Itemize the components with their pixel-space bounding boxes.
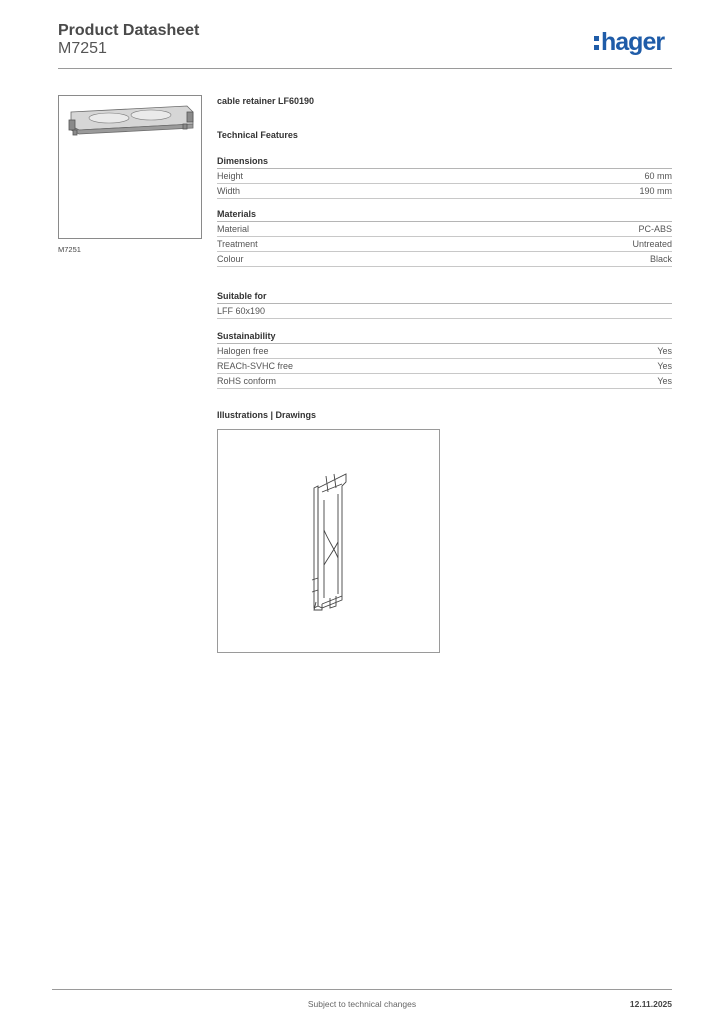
technical-drawing: [217, 429, 440, 653]
spec-value: Yes: [657, 361, 672, 371]
product-code: M7251: [58, 40, 107, 57]
spec-row: [217, 169, 672, 184]
spec-row: [217, 237, 672, 252]
product-image-caption: M7251: [58, 245, 81, 254]
spec-row: [217, 304, 672, 319]
footer-note: Subject to technical changes: [307, 999, 417, 1009]
spec-value: 190 mm: [639, 186, 672, 196]
spec-row: [217, 359, 672, 374]
section-title: Sustainability: [217, 331, 672, 344]
spec-value: Yes: [657, 346, 672, 356]
spec-label: RoHS conform: [217, 376, 277, 386]
footer-divider: [52, 989, 672, 990]
materials-section: [217, 209, 672, 267]
spec-row: [217, 184, 672, 199]
spec-label: Colour: [217, 254, 244, 264]
spec-value: 60 mm: [644, 171, 672, 181]
header-divider: [58, 68, 672, 69]
spec-label: Height: [217, 171, 244, 181]
spec-label: Halogen free: [217, 346, 269, 356]
section-title: Suitable for: [217, 291, 672, 304]
hager-logo: [594, 27, 664, 57]
logo-dots-icon: [594, 32, 599, 52]
section-title: Materials: [217, 209, 672, 222]
spec-label: Material: [217, 224, 250, 234]
spec-row: [217, 252, 672, 267]
spec-value: Black: [649, 254, 672, 264]
suitable-for-section: [217, 291, 672, 319]
spec-row: [217, 222, 672, 237]
spec-label: REACh-SVHC free: [217, 361, 294, 371]
logo-text: hager: [601, 28, 665, 56]
product-name: cable retainer LF60190: [217, 96, 315, 106]
product-image: [58, 95, 202, 239]
footer-date: 12.11.2025: [629, 999, 672, 1009]
illustrations-heading: Illustrations | Drawings: [217, 410, 317, 420]
spec-label: Width: [217, 186, 241, 196]
section-title: Dimensions: [217, 156, 672, 169]
technical-drawing-icon: [218, 430, 439, 652]
dimensions-section: [217, 156, 672, 199]
spec-value: Yes: [657, 376, 672, 386]
spec-row: [217, 344, 672, 359]
technical-features-heading: Technical Features: [217, 130, 298, 140]
page-title: Product Datasheet: [58, 22, 200, 39]
cable-retainer-photo-icon: [59, 96, 201, 238]
spec-label: Treatment: [217, 239, 258, 249]
spec-value: Untreated: [632, 239, 672, 249]
sustainability-section: [217, 331, 672, 389]
spec-row: [217, 374, 672, 389]
spec-value: PC-ABS: [638, 224, 672, 234]
spec-label: LFF 60x190: [217, 306, 266, 316]
